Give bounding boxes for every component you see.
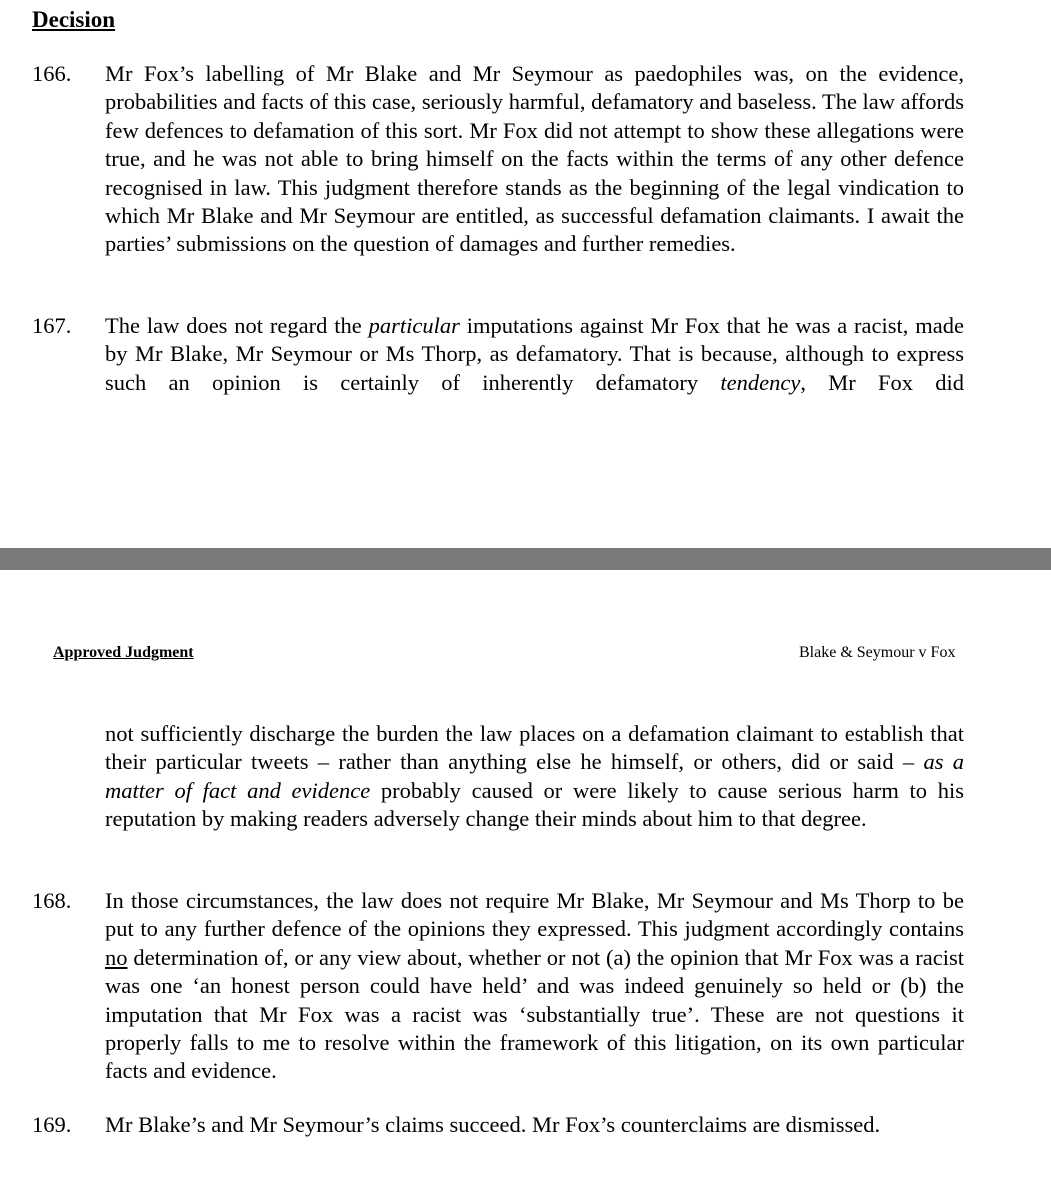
paragraph-text: Mr Blake’s and Mr Seymour’s claims succeed. Mr Fox’s counterclaims are dismissed.	[105, 1112, 881, 1137]
paragraph-168	[32, 887, 964, 1086]
paragraph-text	[105, 312, 964, 397]
paragraph-169	[32, 1111, 964, 1139]
underlined-text: no	[105, 944, 128, 970]
text-segment: not sufficiently discharge the burden the law places on a defamation claimant to establish that their particular tweets – rather than anything else he himself, or others, did or said –	[105, 721, 964, 775]
paragraph-167	[32, 312, 964, 397]
text-segment: determination of, or any view about, whether or not (a) the opinion that Mr Fox was a racist was one ‘an honest person could have held’ and was indeed genuinely so held or (b) the imputation that Mr Fox was a racist was ‘substantially true’. These are not questions it properly falls to me to resolve within the framework of this litigation, on its own particular facts and evidence.	[105, 944, 964, 1084]
italic-text: tendency	[720, 369, 801, 395]
italic-text: as a matter of fact and evidence	[105, 749, 964, 803]
paragraph-167-continuation	[105, 720, 964, 834]
page-separator	[0, 548, 1051, 570]
paragraph-number: 166.	[32, 61, 72, 86]
running-header-left: Approved Judgment	[53, 644, 194, 661]
paragraph-number: 168.	[32, 888, 72, 913]
text-segment: The law does not regard the	[105, 313, 369, 338]
text-segment: , Mr Fox did	[800, 369, 964, 395]
running-header-right: Blake & Seymour v Fox	[799, 644, 956, 661]
text-segment: In those circumstances, the law does not require Mr Blake, Mr Seymour and Ms Thorp to be put to any further defence of the opinions they expressed. This judgment accordingly contains	[105, 888, 964, 942]
text-segment: probably caused or were likely to cause serious harm to his reputation by making readers adversely change their minds about him to that degree.	[105, 777, 964, 832]
paragraph-number: 167.	[32, 313, 72, 338]
paragraph-text: Mr Fox’s labelling of Mr Blake and Mr Seymour as paedophiles was, on the evidence, probabilities and facts of this case, seriously harmful, defamatory and baseless. The law affords few defences to defamation of this sort. Mr Fox did not attempt to show these allegations were true, and he was not able to bring himself on the facts within the terms of any other defence recognised in law. This judgment therefore stands as the beginning of the legal vindication to which Mr Blake and Mr Seymour are entitled, as successful defamation claimants. I await the parties’ submissions on the question of damages and further remedies.	[105, 61, 964, 257]
italic-text: particular	[368, 313, 460, 338]
paragraph-166	[32, 60, 964, 259]
section-heading: Decision	[32, 7, 116, 32]
paragraph-text	[105, 887, 964, 1086]
text-segment: imputations against Mr Fox that he was a racist, made by Mr Blake, Mr Seymour or Ms Thorp, as defamatory. That is because, although to express such an opinion is certainly of inherently defamatory	[105, 313, 964, 395]
paragraph-number: 169.	[32, 1112, 72, 1137]
